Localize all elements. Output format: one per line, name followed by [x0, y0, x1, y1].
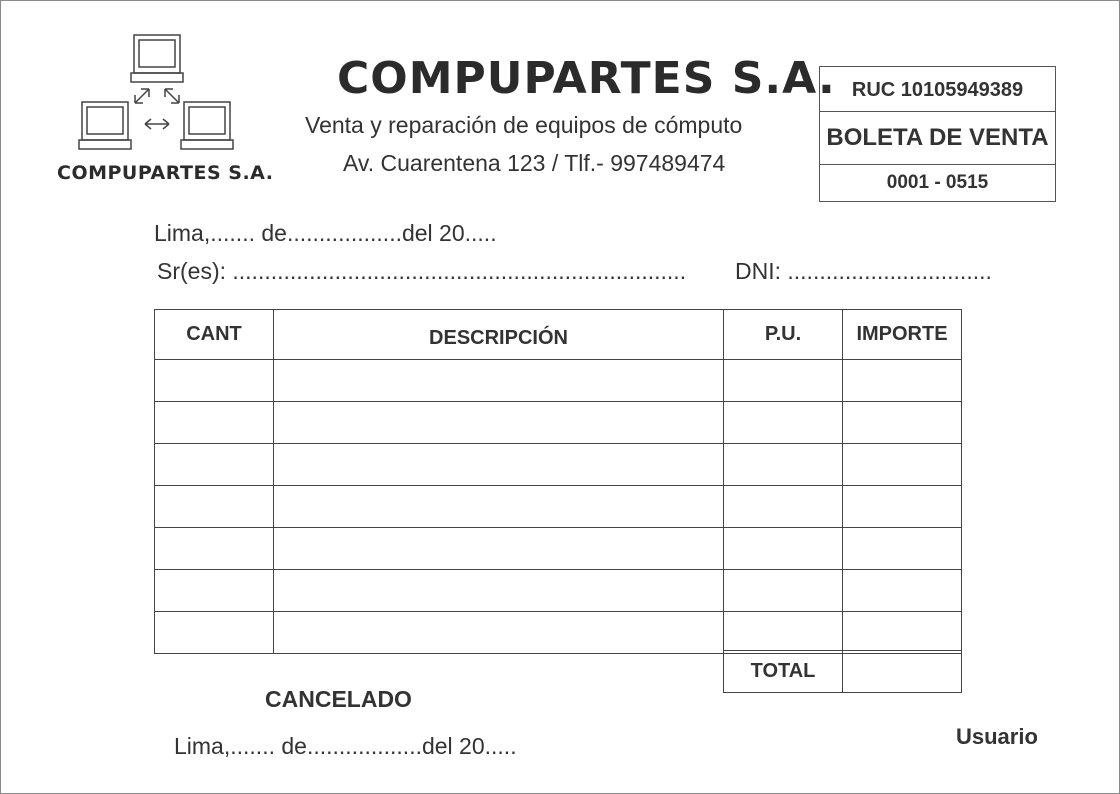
- usuario-label: Usuario: [956, 724, 1038, 749]
- header-descripcion: DESCRIPCIÓN: [274, 310, 724, 360]
- footer-date-line: Lima,....... de..................del 20.....: [174, 733, 517, 759]
- dni-line: DNI: ................................: [735, 258, 992, 284]
- ruc-number: RUC 10105949389: [820, 67, 1055, 112]
- cell-importe: [843, 528, 962, 570]
- cancelado-label: CANCELADO: [265, 686, 412, 712]
- table-row: [155, 402, 962, 444]
- date-line: Lima,....... de..................del 20.....: [154, 220, 497, 246]
- cell-cant: [155, 360, 274, 402]
- cell-pu: [724, 360, 843, 402]
- cell-cant: [155, 444, 274, 486]
- company-name: COMPUPARTES S.A.: [337, 53, 836, 104]
- cell-descripcion: [274, 612, 724, 654]
- cell-descripcion: [274, 402, 724, 444]
- cell-importe: [843, 360, 962, 402]
- cell-descripcion: [274, 486, 724, 528]
- cell-importe: [843, 486, 962, 528]
- cell-pu: [724, 612, 843, 654]
- cell-cant: [155, 528, 274, 570]
- table-row: [155, 360, 962, 402]
- company-tagline: Venta y reparación de equipos de cómputo: [305, 112, 743, 138]
- document-type: BOLETA DE VENTA: [820, 112, 1055, 165]
- table-row: [155, 444, 962, 486]
- cell-cant: [155, 486, 274, 528]
- cell-descripcion: [274, 444, 724, 486]
- total-value: [843, 651, 962, 693]
- cell-pu: [724, 486, 843, 528]
- cell-cant: [155, 402, 274, 444]
- total-box: [723, 650, 962, 693]
- cell-importe: [843, 570, 962, 612]
- ruc-box: [819, 66, 1056, 202]
- cell-pu: [724, 402, 843, 444]
- logo-wordmark: COMPUPARTES S.A.: [57, 162, 274, 184]
- cell-pu: [724, 528, 843, 570]
- document-number: 0001 - 0515: [886, 172, 989, 193]
- company-address: Av. Cuarentena 123 / Tlf.- 997489474: [343, 150, 726, 176]
- cell-importe: [843, 402, 962, 444]
- cell-descripcion: [274, 528, 724, 570]
- cell-pu: [724, 444, 843, 486]
- table-header-row: [155, 310, 962, 360]
- header-pu: P.U.: [724, 310, 843, 360]
- client-line: Sr(es): .......................................................................: [157, 258, 687, 284]
- cell-cant: [155, 570, 274, 612]
- total-label: TOTAL: [724, 651, 843, 693]
- items-table: [154, 309, 962, 654]
- cell-importe: [843, 612, 962, 654]
- company-logo: [57, 31, 287, 191]
- networked-computers-icon: [57, 31, 287, 161]
- header-importe: IMPORTE: [843, 310, 962, 360]
- cell-pu: [724, 570, 843, 612]
- cell-cant: [155, 612, 274, 654]
- table-row: [155, 486, 962, 528]
- table-row: [155, 612, 962, 654]
- cell-importe: [843, 444, 962, 486]
- header-cant: CANT: [155, 310, 274, 360]
- cell-descripcion: [274, 360, 724, 402]
- cell-descripcion: [274, 570, 724, 612]
- table-row: [155, 528, 962, 570]
- table-row: [155, 570, 962, 612]
